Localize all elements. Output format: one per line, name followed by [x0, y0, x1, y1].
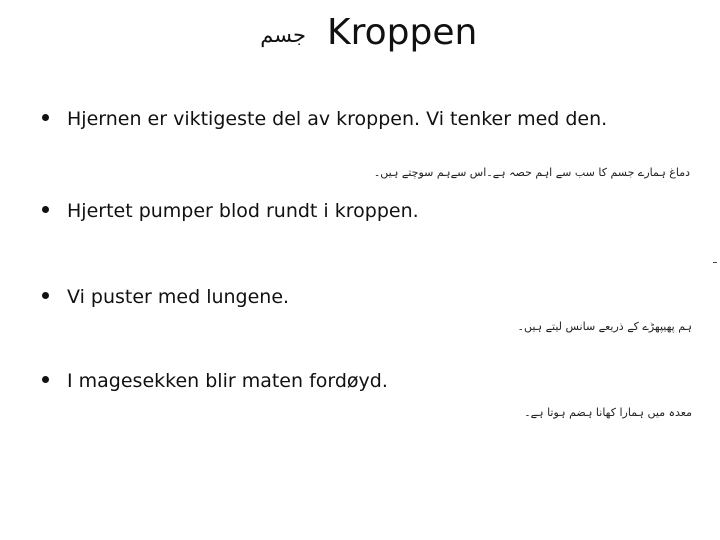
bullet-dot — [42, 114, 49, 121]
bullet-dot — [42, 206, 49, 213]
bullet-item-3 — [42, 284, 289, 310]
bullet-dot — [42, 292, 49, 299]
bullet-urdu-3: ہم پھیپھڑے کے ذریعے سانس لیتے ہیں۔ — [517, 320, 692, 333]
bullet-item-2 — [42, 198, 419, 224]
bullet-item-4 — [42, 368, 388, 394]
bullet-text-4: I magesekken blir maten fordøyd. — [67, 370, 388, 392]
bullet-text-2: Hjertet pumper blod rundt i kroppen. — [67, 200, 419, 222]
stray-mark — [713, 262, 717, 263]
bullet-dot — [42, 376, 49, 383]
slide-title: Kroppen — [327, 12, 478, 53]
bullet-text-3: Vi puster med lungene. — [67, 286, 290, 308]
bullet-text-1: Hjernen er viktigeste del av kroppen. Vi tenker med den. — [67, 108, 608, 130]
bullet-urdu-4: معدہ میں ہمارا کھانا ہضم ہوتا ہے۔ — [524, 406, 692, 419]
slide-title-urdu: جسم — [260, 23, 306, 47]
bullet-item-1 — [42, 106, 607, 132]
bullet-urdu-1: دماغ ہمارے جسم کا سب سے اہم حصہ ہے۔اس سےہم سوچتے ہیں۔ — [373, 166, 690, 179]
